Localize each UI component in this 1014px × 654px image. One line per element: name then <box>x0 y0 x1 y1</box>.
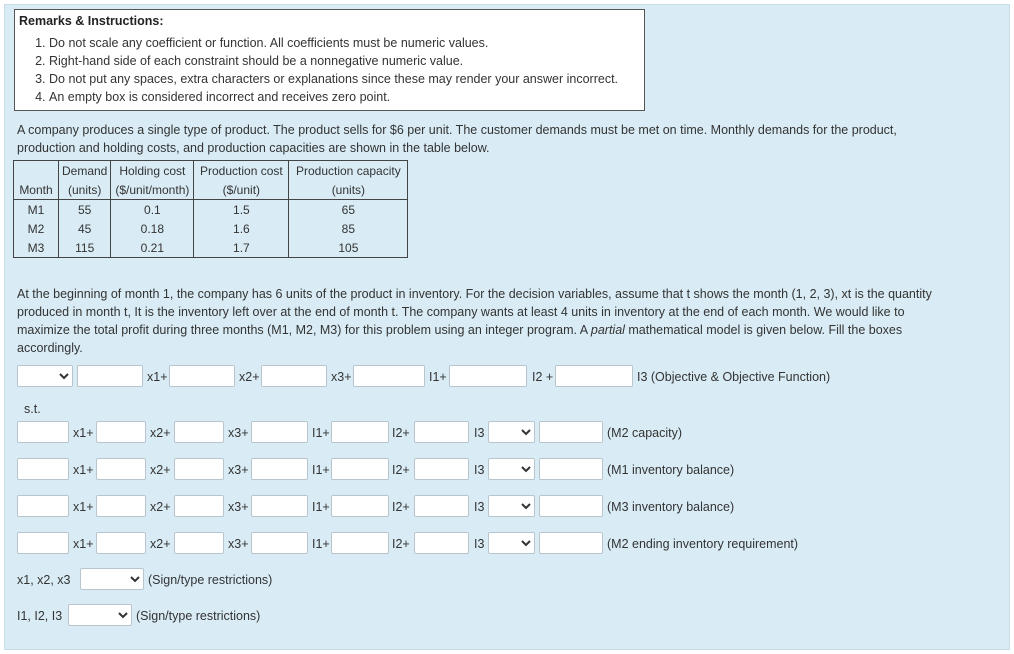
constraint-var-label: I2+ <box>392 463 410 477</box>
table-header: ($/unit/month) <box>111 180 194 200</box>
constraint-3-coef-i1[interactable] <box>251 495 308 517</box>
constraint-2-coef-i1[interactable] <box>251 458 308 480</box>
constraint-var-label: I2+ <box>392 537 410 551</box>
table-cell: M1 <box>14 200 59 220</box>
constraint-3-relation-select[interactable] <box>488 495 535 517</box>
remark-item: 4. An empty box is considered incorrect and receives zero point. <box>49 88 618 106</box>
table-cell: 85 <box>289 219 408 238</box>
objective-label-i1: I1+ <box>429 370 447 384</box>
constraint-2-coef-i2[interactable] <box>331 458 389 480</box>
table-row <box>14 238 408 258</box>
constraint-var-label: I2+ <box>392 426 410 440</box>
table-header: Production capacity <box>289 161 408 181</box>
problem-line-1: At the beginning of month 1, the company has 6 units of the product in inventory. For the decision variables, assume that t shows the month (1, 2, 3), xt is the quantity <box>17 287 932 301</box>
constraint-var-label: I3 <box>474 537 485 551</box>
objective-label-i3: I3 (Objective & Objective Function) <box>637 370 831 384</box>
remark-item: 3. Do not put any spaces, extra characters or explanations since these may render your answer incorrect. <box>49 70 618 88</box>
constraint-3-rhs[interactable] <box>539 495 603 517</box>
remarks-title: Remarks & Instructions: <box>19 14 164 28</box>
constraint-4-coef-x1[interactable] <box>17 532 69 554</box>
x-sign-select[interactable] <box>80 568 144 590</box>
constraint-var-label: I3 <box>474 500 485 514</box>
constraint-var-label: x3+ <box>228 426 249 440</box>
constraint-3-coef-x3[interactable] <box>174 495 224 517</box>
objective-coef-x1[interactable] <box>77 365 143 387</box>
constraint-4-coef-x2[interactable] <box>96 532 146 554</box>
problem-partial-emphasis: partial <box>590 323 625 337</box>
i-sign-desc: (Sign/type restrictions) <box>136 609 261 623</box>
constraint-2-coef-x2[interactable] <box>96 458 146 480</box>
objective-type-select[interactable] <box>17 365 73 387</box>
remarks-list <box>33 34 618 106</box>
problem-line-3 <box>17 321 902 339</box>
objective-label-i2: I2 + <box>532 370 554 384</box>
problem-line-3b: mathematical model is given below. Fill the boxes <box>624 323 903 337</box>
constraint-4-relation-select[interactable] <box>488 532 535 554</box>
constraint-var-label: I1+ <box>312 463 330 477</box>
constraint-var-label: x1+ <box>73 537 94 551</box>
intro-line-2: production and holding costs, and production capacities are shown in the table below. <box>17 141 490 155</box>
objective-label-x3: x3+ <box>331 370 352 384</box>
remarks-box <box>14 9 645 111</box>
problem-line-3a: maximize the total profit during three months (M1, M2, M3) for this problem using an integer program. A <box>17 323 591 337</box>
table-cell: 105 <box>289 238 408 258</box>
constraint-description: (M2 ending inventory requirement) <box>607 537 799 551</box>
constraint-var-label: x3+ <box>228 500 249 514</box>
constraint-4-coef-x3[interactable] <box>174 532 224 554</box>
table-cell: 65 <box>289 200 408 220</box>
table-cell: 0.18 <box>111 219 194 238</box>
constraint-4-rhs[interactable] <box>539 532 603 554</box>
constraint-var-label: I1+ <box>312 537 330 551</box>
constraint-4-coef-i1[interactable] <box>251 532 308 554</box>
constraint-4-coef-i2[interactable] <box>331 532 389 554</box>
table-header: Holding cost <box>111 161 194 181</box>
x-sign-desc: (Sign/type restrictions) <box>148 573 273 587</box>
table-cell: 55 <box>59 200 111 220</box>
remark-item: 2. Right-hand side of each constraint should be a nonnegative numeric value. <box>49 52 618 70</box>
problem-line-2: produced in month t, It is the inventory left over at the end of month t. The company wants at least 4 units in inventory at the end of each month. We would like to <box>17 305 905 319</box>
constraint-4-coef-i3[interactable] <box>414 532 469 554</box>
table-cell: 115 <box>59 238 111 258</box>
table-header: Month <box>14 180 59 200</box>
problem-line-4: accordingly. <box>17 341 83 355</box>
constraint-var-label: I1+ <box>312 500 330 514</box>
constraint-3-coef-x2[interactable] <box>96 495 146 517</box>
table-cell: M2 <box>14 219 59 238</box>
constraint-1-coef-x2[interactable] <box>96 421 146 443</box>
table-header: Demand <box>59 161 111 181</box>
objective-coef-i2[interactable] <box>449 365 527 387</box>
constraint-var-label: x2+ <box>150 426 171 440</box>
constraint-var-label: x1+ <box>73 426 94 440</box>
remark-item: 1. Do not scale any coefficient or function. All coefficients must be numeric values. <box>49 34 618 52</box>
constraint-1-coef-i1[interactable] <box>251 421 308 443</box>
table-header: (units) <box>289 180 408 200</box>
constraint-2-coef-i3[interactable] <box>414 458 469 480</box>
data-table <box>13 160 408 258</box>
constraint-var-label: x2+ <box>150 463 171 477</box>
constraint-var-label: x3+ <box>228 537 249 551</box>
constraint-2-coef-x3[interactable] <box>174 458 224 480</box>
constraint-1-coef-i2[interactable] <box>331 421 389 443</box>
constraint-var-label: x1+ <box>73 500 94 514</box>
constraint-var-label: I3 <box>474 463 485 477</box>
constraint-var-label: I3 <box>474 426 485 440</box>
table-cell: 1.5 <box>194 200 289 220</box>
objective-label-x2: x2+ <box>239 370 260 384</box>
st-label: s.t. <box>24 402 41 416</box>
constraint-2-coef-x1[interactable] <box>17 458 69 480</box>
constraint-var-label: x1+ <box>73 463 94 477</box>
constraint-1-coef-x3[interactable] <box>174 421 224 443</box>
constraint-var-label: x2+ <box>150 537 171 551</box>
table-cell: 0.1 <box>111 200 194 220</box>
constraint-3-coef-x1[interactable] <box>17 495 69 517</box>
intro-line-1: A company produces a single type of product. The product sells for $6 per unit. The customer demands must be met on time. Monthly demands for the product, <box>17 123 897 137</box>
i-sign-select[interactable] <box>68 604 132 626</box>
table-header <box>14 161 59 181</box>
constraint-var-label: I2+ <box>392 500 410 514</box>
constraint-1-coef-x1[interactable] <box>17 421 69 443</box>
objective-coef-i3[interactable] <box>555 365 633 387</box>
constraint-var-label: x3+ <box>228 463 249 477</box>
table-cell: 0.21 <box>111 238 194 258</box>
constraint-description: (M2 capacity) <box>607 426 683 440</box>
table-header: Production cost <box>194 161 289 181</box>
x-vars-label: x1, x2, x3 <box>17 573 71 587</box>
constraint-3-coef-i3[interactable] <box>414 495 469 517</box>
constraint-1-rhs[interactable] <box>539 421 603 443</box>
table-cell: 45 <box>59 219 111 238</box>
table-row <box>14 200 408 220</box>
objective-coef-x3[interactable] <box>261 365 327 387</box>
constraint-var-label: I1+ <box>312 426 330 440</box>
constraint-2-rhs[interactable] <box>539 458 603 480</box>
objective-coef-x2[interactable] <box>169 365 235 387</box>
constraint-description: (M1 inventory balance) <box>607 463 735 477</box>
table-row <box>14 219 408 238</box>
constraint-var-label: x2+ <box>150 500 171 514</box>
constraint-1-relation-select[interactable] <box>488 421 535 443</box>
table-cell: M3 <box>14 238 59 258</box>
objective-coef-i1[interactable] <box>353 365 425 387</box>
table-header: (units) <box>59 180 111 200</box>
table-cell: 1.6 <box>194 219 289 238</box>
table-header: ($/unit) <box>194 180 289 200</box>
i-vars-label: I1, I2, I3 <box>17 609 63 623</box>
table-cell: 1.7 <box>194 238 289 258</box>
constraint-3-coef-i2[interactable] <box>331 495 389 517</box>
objective-label-x1: x1+ <box>147 370 168 384</box>
constraint-2-relation-select[interactable] <box>488 458 535 480</box>
constraint-1-coef-i3[interactable] <box>414 421 469 443</box>
constraint-description: (M3 inventory balance) <box>607 500 735 514</box>
